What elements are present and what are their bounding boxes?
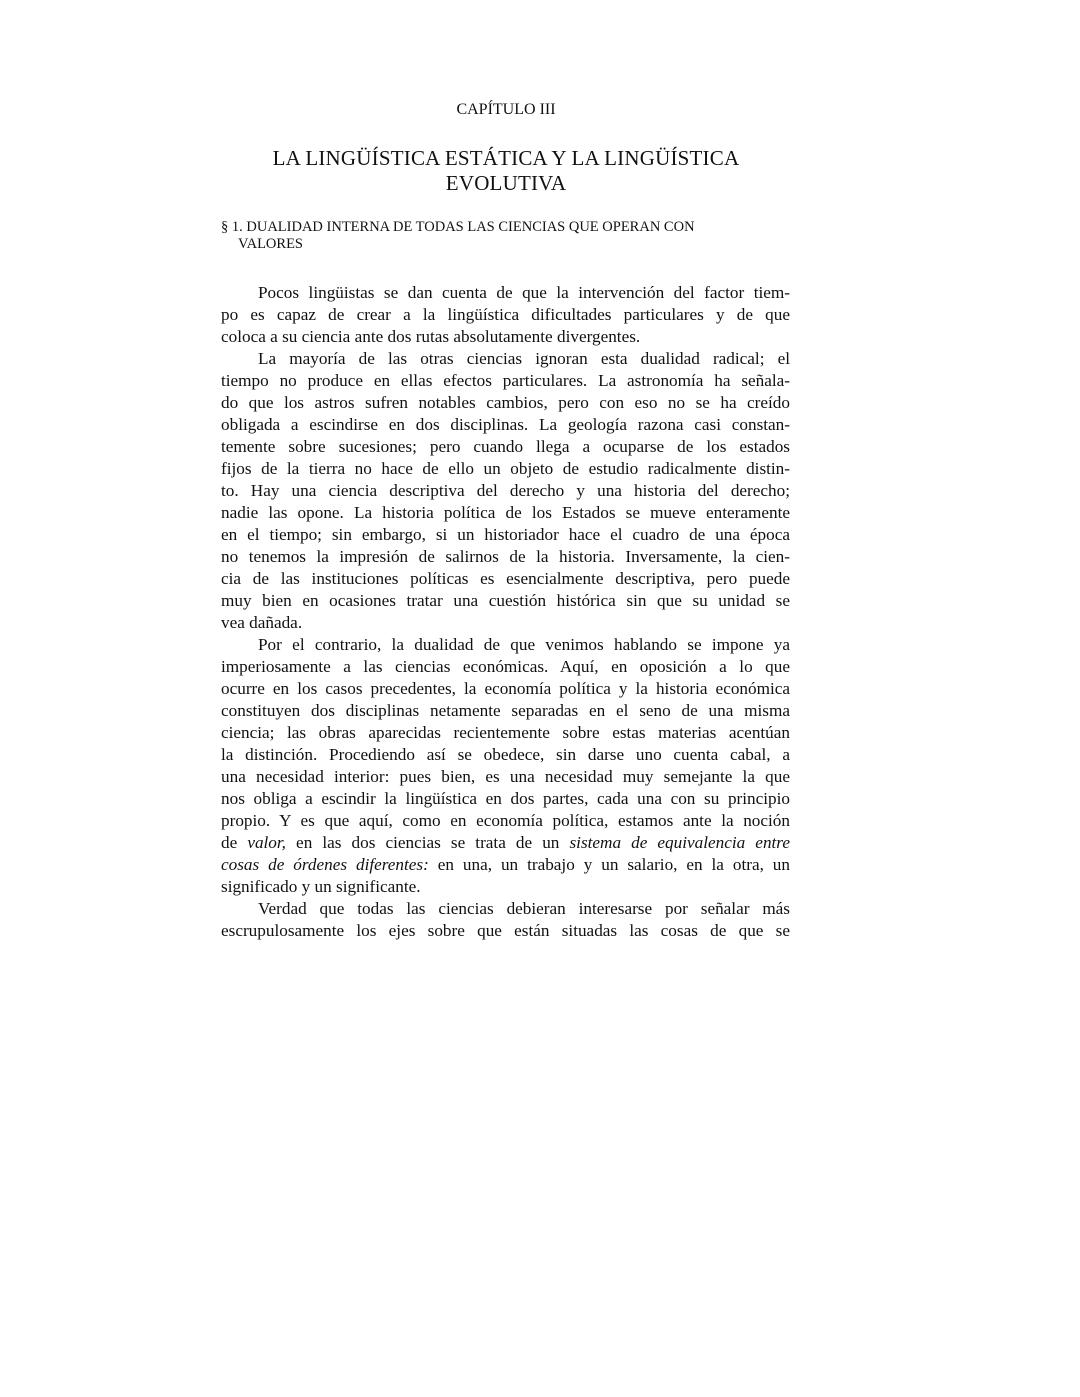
section-heading-line: § 1. DUALIDAD INTERNA DE TODAS LAS CIENCIAS QUE OPERAN CON — [221, 219, 695, 235]
text-segment: propio. Y es que aquí, como en economía política, estamos ante la noción — [221, 811, 790, 830]
paragraph — [221, 348, 790, 634]
section-heading — [221, 219, 781, 253]
text-line — [221, 744, 790, 766]
paragraph — [221, 282, 790, 348]
italic-text: cosas de órdenes diferentes: — [221, 855, 429, 874]
text-line — [221, 304, 790, 326]
text-segment: to. Hay una ciencia descriptiva del derecho y una historia del derecho; — [221, 481, 790, 500]
text-line — [221, 766, 790, 788]
italic-text: valor, — [247, 833, 286, 852]
text-segment: po es capaz de crear a la lingüística dificultades particulares y de que — [221, 305, 790, 324]
text-line — [221, 326, 790, 348]
text-segment: ocurre en los casos precedentes, la economía política y la historia económica — [221, 679, 790, 698]
text-segment: tiempo no produce en ellas efectos particulares. La astronomía ha señala- — [221, 371, 790, 390]
text-line — [221, 810, 790, 832]
text-segment: nadie las opone. La historia política de los Estados se mueve enteramente — [221, 503, 790, 522]
text-line — [221, 656, 790, 678]
text-line — [221, 348, 790, 370]
text-line — [221, 612, 790, 634]
text-line — [221, 788, 790, 810]
text-segment: nos obliga a escindir la lingüística en dos partes, cada una con su principio — [221, 789, 790, 808]
text-segment: significado y un significante. — [221, 877, 421, 896]
text-segment: vea dañada. — [221, 613, 303, 632]
text-segment: en las dos ciencias se trata de un — [285, 833, 570, 852]
paragraph — [221, 634, 790, 898]
text-line — [221, 414, 790, 436]
chapter-title-line: EVOLUTIVA — [445, 171, 567, 195]
text-line — [221, 436, 790, 458]
text-line — [221, 392, 790, 414]
text-segment: obligada a escindirse en dos disciplinas. La geología razona casi constan- — [221, 415, 790, 434]
text-segment: imperiosamente a las ciencias económicas. Aquí, en oposición a lo que — [221, 657, 790, 676]
text-line — [221, 568, 790, 590]
text-line — [221, 546, 790, 568]
text-segment: Pocos lingüistas se dan cuenta de que la intervención del factor tiem- — [258, 283, 790, 302]
text-segment: fijos de la tierra no hace de ello un objeto de estudio radicalmente distin- — [221, 459, 790, 478]
text-segment: en una, un trabajo y un salario, en la otra, un — [428, 855, 790, 874]
text-segment: cia de las instituciones políticas es esencialmente descriptiva, pero puede — [221, 569, 790, 588]
text-segment: la distinción. Procediendo así se obedece, sin darse uno cuenta cabal, a — [221, 745, 790, 764]
text-line — [221, 876, 790, 898]
text-segment: temente sobre sucesiones; pero cuando llega a ocuparse de los estados — [221, 437, 790, 456]
text-segment: La mayoría de las otras ciencias ignoran esta dualidad radical; el — [258, 349, 790, 368]
text-line — [221, 722, 790, 744]
text-line — [221, 480, 790, 502]
text-segment: do que los astros sufren notables cambios, pero con eso no se ha creído — [221, 393, 790, 412]
text-segment: en el tiempo; sin embargo, si un historiador hace el cuadro de una época — [221, 525, 790, 544]
chapter-title-line: LA LINGÜÍSTICA ESTÁTICA Y LA LINGÜÍSTICA — [272, 146, 740, 170]
body-text — [221, 282, 790, 942]
chapter-title — [221, 146, 791, 196]
text-segment: constituyen dos disciplinas netamente separadas en el seno de una misma — [221, 701, 790, 720]
text-line — [221, 832, 790, 854]
text-line — [221, 458, 790, 480]
text-segment: ciencia; las obras aparecidas recientemente sobre estas materias acentúan — [221, 723, 790, 742]
text-line — [221, 590, 790, 612]
text-line — [221, 370, 790, 392]
text-segment: de — [221, 833, 248, 852]
text-segment: muy bien en ocasiones tratar una cuestión histórica sin que su unidad se — [221, 591, 790, 610]
text-segment: no tenemos la impresión de salirnos de la historia. Inversamente, la cien- — [221, 547, 790, 566]
text-line — [221, 524, 790, 546]
text-segment: Por el contrario, la dualidad de que venimos hablando se impone ya — [258, 635, 790, 654]
section-heading-line: VALORES — [238, 236, 303, 252]
text-line — [221, 678, 790, 700]
text-line — [221, 634, 790, 656]
text-segment: escrupulosamente los ejes sobre que están situadas las cosas de que se — [221, 921, 790, 940]
text-line — [221, 898, 790, 920]
chapter-label: CAPÍTULO III — [456, 101, 556, 118]
text-line — [221, 502, 790, 524]
paragraph — [221, 898, 790, 942]
text-segment: una necesidad interior: pues bien, es una necesidad muy semejante la que — [221, 767, 790, 786]
text-line — [221, 282, 790, 304]
text-line — [221, 700, 790, 722]
italic-text: sistema de equivalencia entre — [569, 833, 790, 852]
text-segment: coloca a su ciencia ante dos rutas absolutamente divergentes. — [221, 327, 641, 346]
text-line — [221, 920, 790, 942]
text-line — [221, 854, 790, 876]
text-segment: Verdad que todas las ciencias debieran interesarse por señalar más — [258, 899, 790, 918]
